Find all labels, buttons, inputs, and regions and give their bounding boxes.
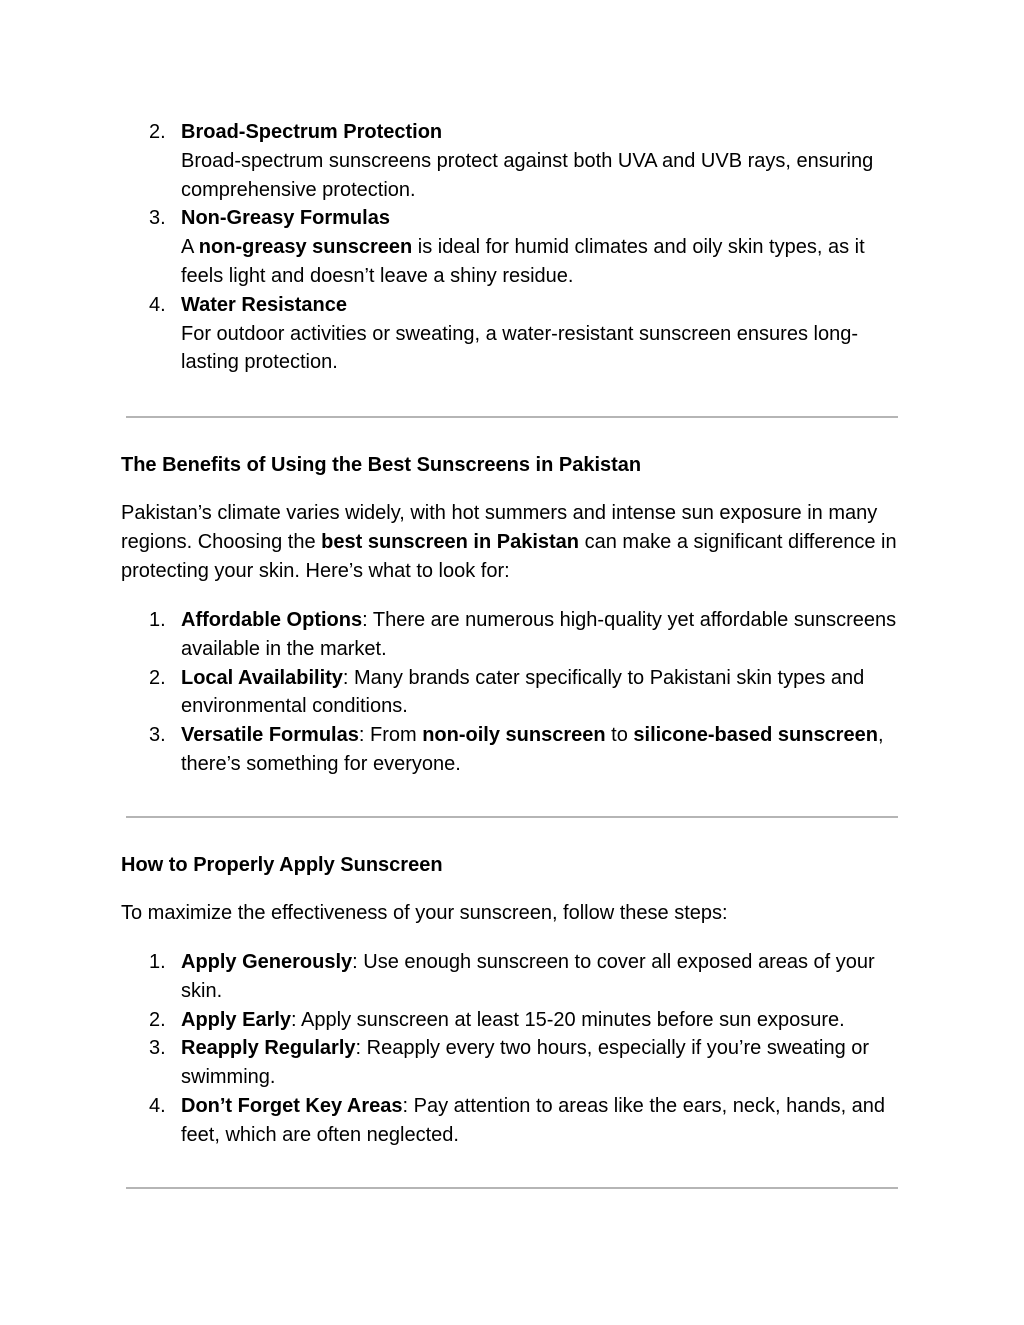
item-title: Apply Generously xyxy=(181,951,353,973)
item-text: , there’s something for everyone. xyxy=(181,724,884,775)
list-number: 2. xyxy=(149,666,166,689)
item-text: : From xyxy=(358,724,423,747)
item-title: Don’t Forget Key Areas xyxy=(181,1094,403,1117)
section-intro xyxy=(121,499,911,585)
body-text: A xyxy=(181,236,199,259)
intro-text: Pakistan’s climate varies widely, with hot summers and intense sun exposure in many regions. Choosing the xyxy=(121,502,878,553)
section-heading: How to Properly Apply Sunscreen xyxy=(121,854,443,876)
item-title: Water Resistance xyxy=(181,293,347,316)
intro-text: can make a significant difference in protecting your skin. Here’s what to look for: xyxy=(121,530,897,582)
item-title: Affordable Options xyxy=(181,609,363,631)
item-text: to xyxy=(605,724,634,747)
item-body: For outdoor activities or sweating, a water-resistant sunscreen ensures long-lasting protection. xyxy=(181,322,858,374)
section-intro: To maximize the effectiveness of your sunscreen, follow these steps: xyxy=(121,902,728,924)
list-item xyxy=(121,1006,911,1035)
item-title: Local Availability xyxy=(181,666,343,689)
item-title: Reapply Regularly xyxy=(181,1037,356,1060)
item-text: : Many brands cater specifically to Pakistani skin types and environmental conditions. xyxy=(181,666,865,718)
divider xyxy=(126,816,898,818)
item-body xyxy=(181,233,911,291)
list-number: 1. xyxy=(149,951,166,973)
item-title: Broad-Spectrum Protection xyxy=(181,121,443,143)
item-bold: non-oily sunscreen xyxy=(422,724,606,747)
item-title: Apply Early xyxy=(181,1008,292,1031)
section-heading: The Benefits of Using the Best Sunscreens in Pakistan xyxy=(121,454,642,476)
divider xyxy=(126,1187,898,1189)
list-number: 2. xyxy=(149,1008,166,1031)
list-number: 2. xyxy=(149,121,166,143)
item-text: : Apply sunscreen at least 15-20 minutes before sun exposure. xyxy=(291,1008,845,1031)
steps-list xyxy=(121,948,911,1150)
list-number: 4. xyxy=(149,293,166,316)
list-item xyxy=(121,721,911,779)
list-item xyxy=(121,664,911,722)
divider xyxy=(126,416,898,418)
item-body: Broad-spectrum sunscreens protect against both UVA and UVB rays, ensuring comprehensive protection. xyxy=(181,149,874,201)
item-text: : Pay attention to areas like the ears, neck, hands, and feet, which are often neglected. xyxy=(181,1094,886,1146)
item-text: : Reapply every two hours, especially if you’re sweating or swimming. xyxy=(181,1037,870,1089)
list-number: 3. xyxy=(149,1037,166,1060)
list-item xyxy=(121,118,911,204)
list-number: 4. xyxy=(149,1094,166,1117)
list-number: 1. xyxy=(149,609,166,631)
benefits-list xyxy=(121,606,911,779)
body-text: is ideal for humid climates and oily skin types, as it feels light and doesn’t leave a shiny residue. xyxy=(181,236,865,287)
list-item xyxy=(121,606,911,664)
body-bold: non-greasy sunscreen xyxy=(198,236,413,259)
list-item xyxy=(121,948,911,1006)
list-item xyxy=(121,1092,911,1150)
item-text: : Use enough sunscreen to cover all exposed areas of your skin. xyxy=(181,951,875,1002)
list-item xyxy=(121,204,911,290)
item-text: : There are numerous high-quality yet affordable sunscreens available in the market. xyxy=(181,609,897,660)
list-number: 3. xyxy=(149,724,166,747)
features-list xyxy=(121,118,911,377)
list-item xyxy=(121,291,911,377)
item-bold: silicone-based sunscreen xyxy=(633,724,878,747)
list-number: 3. xyxy=(149,207,166,230)
item-title: Versatile Formulas xyxy=(181,724,359,747)
list-item xyxy=(121,1034,911,1092)
intro-bold: best sunscreen in Pakistan xyxy=(321,530,580,553)
item-title: Non-Greasy Formulas xyxy=(181,207,390,230)
